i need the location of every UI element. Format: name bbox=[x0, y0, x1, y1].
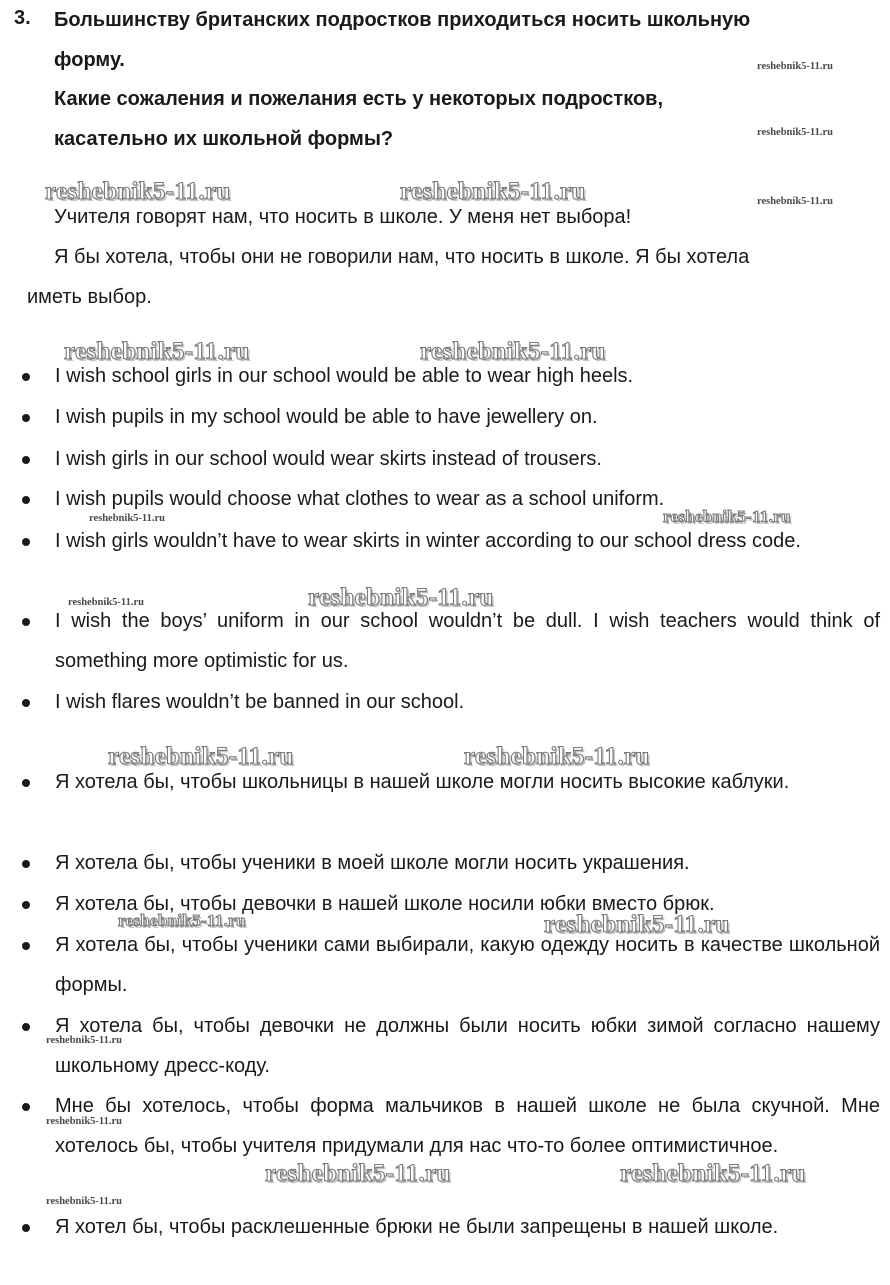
watermark: reshebnik5-11.ru bbox=[308, 584, 494, 611]
wish-text: I wish pupils in my school would be able to have jewellery on. bbox=[55, 406, 598, 428]
bullet-icon bbox=[22, 538, 30, 546]
watermark: reshebnik5-11.ru bbox=[757, 61, 833, 72]
watermark: reshebnik5-11.ru bbox=[663, 507, 791, 526]
task-title-line2: форму. bbox=[54, 49, 125, 71]
watermark: reshebnik5-11.ru bbox=[420, 338, 606, 365]
intro-line2: Я бы хотела, чтобы они не говорили нам, что носить в школе. Я бы хотела bbox=[54, 246, 750, 268]
watermark: reshebnik5-11.ru bbox=[46, 1035, 122, 1046]
wish-text: I wish the boys’ uniform in our school wouldn’t be dull. I wish teachers would think of something more optimistic for us. bbox=[55, 610, 880, 672]
watermark: reshebnik5-11.ru bbox=[68, 597, 144, 608]
watermark: reshebnik5-11.ru bbox=[46, 1116, 122, 1127]
bullet-icon bbox=[22, 618, 30, 626]
watermark: reshebnik5-11.ru bbox=[464, 743, 650, 770]
wish-text: Я хотела бы, чтобы девочки не должны были носить юбки зимой согласно нашему школьному дресс-коду. bbox=[55, 1015, 880, 1077]
bullet-icon bbox=[22, 1224, 30, 1232]
watermark: reshebnik5-11.ru bbox=[89, 513, 165, 524]
wish-text: I wish school girls in our school would be able to wear high heels. bbox=[55, 365, 634, 387]
watermark: reshebnik5-11.ru bbox=[46, 1196, 122, 1207]
bullet-icon bbox=[22, 1023, 30, 1031]
bullet-icon bbox=[22, 942, 30, 950]
watermark: reshebnik5-11.ru bbox=[620, 1160, 806, 1187]
wish-text: I wish girls wouldn’t have to wear skirts in winter according to our school dress code. bbox=[55, 530, 801, 552]
watermark: reshebnik5-11.ru bbox=[45, 178, 231, 205]
bullet-icon bbox=[22, 414, 30, 422]
watermark: reshebnik5-11.ru bbox=[108, 743, 294, 770]
bullet-icon bbox=[22, 901, 30, 909]
wish-text: Я хотела бы, чтобы школьницы в нашей школе могли носить высокие каблуки. bbox=[55, 771, 790, 793]
wish-text: I wish pupils would choose what clothes to wear as a school uniform. bbox=[55, 488, 665, 510]
bullet-icon bbox=[22, 373, 30, 381]
wish-text: I wish flares wouldn’t be banned in our school. bbox=[55, 691, 465, 713]
watermark: reshebnik5-11.ru bbox=[64, 338, 250, 365]
bullet-icon bbox=[22, 699, 30, 707]
task-question-line2: касательно их школьной формы? bbox=[54, 128, 394, 150]
bullet-icon bbox=[22, 1103, 30, 1111]
watermark: reshebnik5-11.ru bbox=[757, 196, 833, 207]
bullet-icon bbox=[22, 456, 30, 464]
watermark: reshebnik5-11.ru bbox=[118, 911, 246, 930]
intro-line3: иметь выбор. bbox=[27, 286, 152, 308]
wish-text: I wish girls in our school would wear skirts instead of trousers. bbox=[55, 448, 602, 470]
wish-text: Я хотел бы, чтобы расклешенные брюки не были запрещены в нашей школе. bbox=[55, 1216, 779, 1238]
bullet-icon bbox=[22, 860, 30, 868]
intro-line1: Учителя говорят нам, что носить в школе. У меня нет выбора! bbox=[54, 206, 632, 228]
task-title-line1: Большинству британских подростков приходиться носить школьную bbox=[54, 9, 751, 31]
watermark: reshebnik5-11.ru bbox=[400, 178, 586, 205]
bullet-icon bbox=[22, 496, 30, 504]
wish-text: Я хотела бы, чтобы ученики сами выбирали, какую одежду носить в качестве школьной формы. bbox=[55, 934, 880, 996]
watermark: reshebnik5-11.ru bbox=[757, 127, 833, 138]
wish-text: Я хотела бы, чтобы ученики в моей школе могли носить украшения. bbox=[55, 852, 690, 874]
wish-text: Я хотела бы, чтобы девочки в нашей школе носили юбки вместо брюк. bbox=[55, 893, 715, 915]
task-question-line1: Какие сожаления и пожелания есть у некоторых подростков, bbox=[54, 88, 664, 110]
bullet-icon bbox=[22, 779, 30, 787]
task-number: 3. bbox=[14, 7, 31, 29]
wish-text: Мне бы хотелось, чтобы форма мальчиков в нашей школе не была скучной. Мне хотелось бы, чтобы учителя придумали для нас что-то более оптимистичное. bbox=[55, 1095, 880, 1157]
watermark: reshebnik5-11.ru bbox=[265, 1160, 451, 1187]
watermark: reshebnik5-11.ru bbox=[544, 911, 730, 938]
